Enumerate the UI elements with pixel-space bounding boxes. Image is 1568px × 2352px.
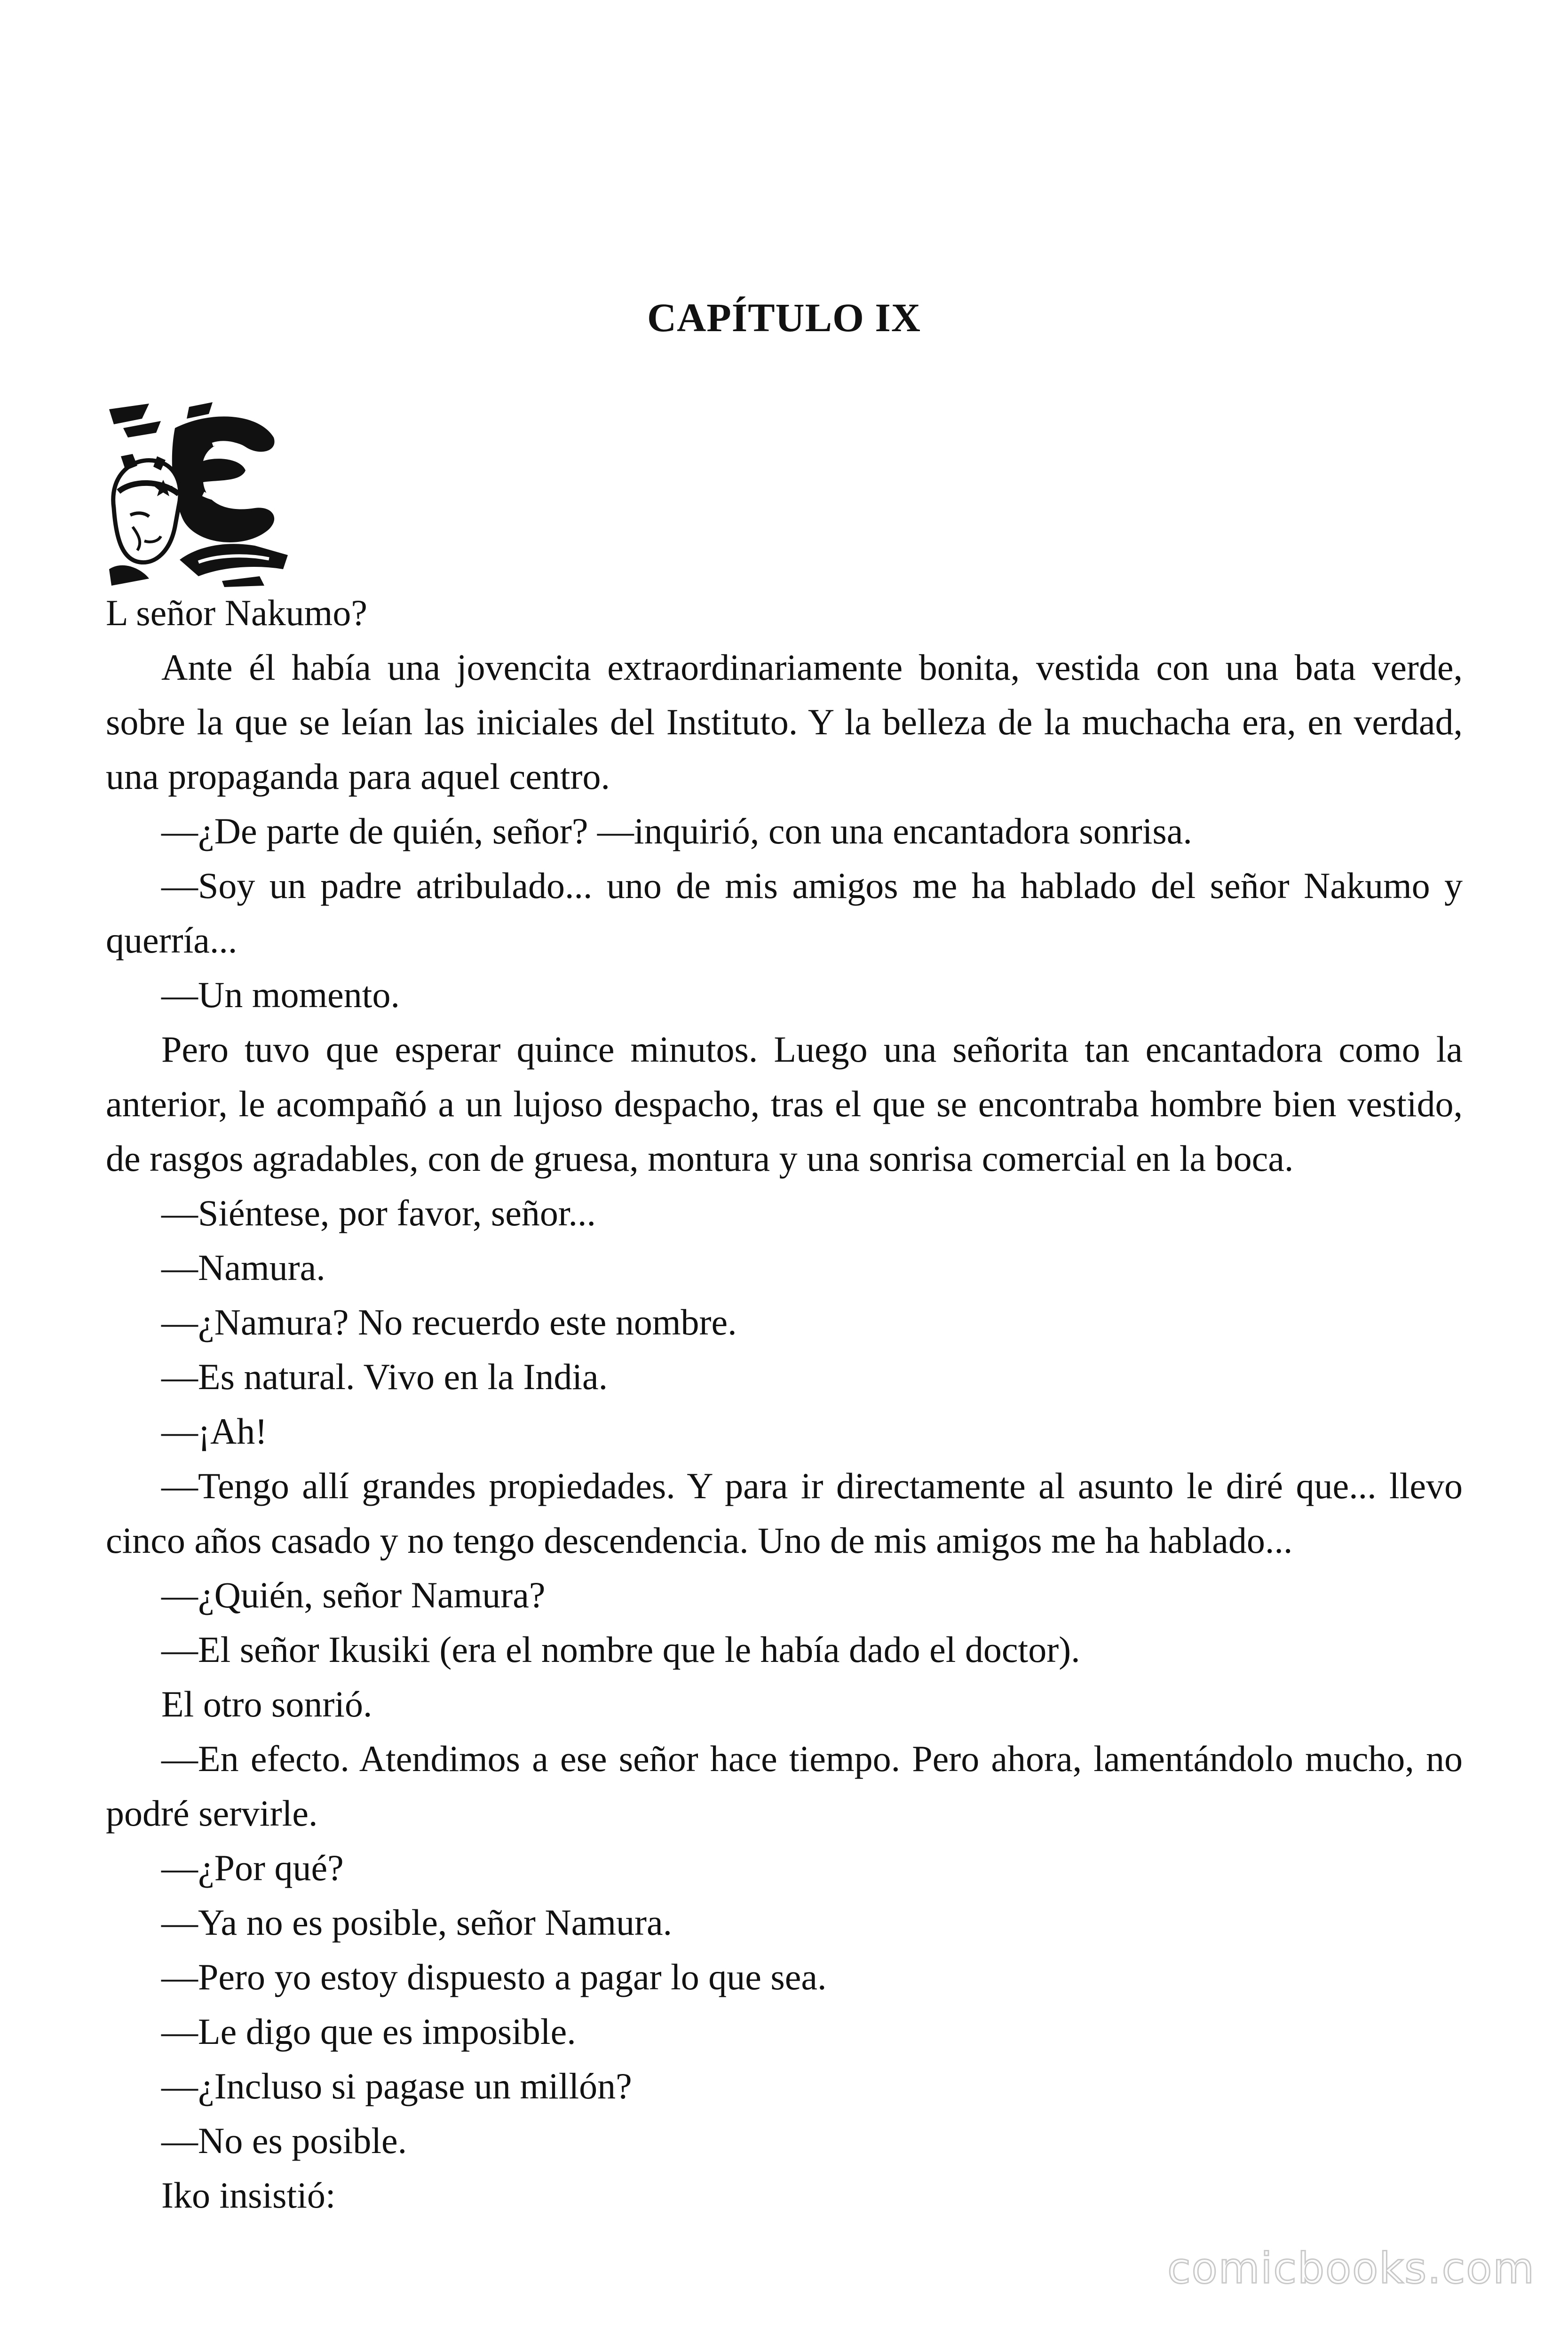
paragraph: —¿Quién, señor Namura?: [161, 1574, 546, 1615]
paragraph: —¿Namura? No recuerdo este nombre.: [161, 1302, 737, 1343]
paragraph: Iko insistió:: [161, 2175, 336, 2216]
paragraph: El otro sonrió.: [161, 1684, 372, 1724]
pilot-helmet-icon: [109, 454, 180, 586]
paragraph: —Le digo que es imposible.: [161, 2011, 576, 2052]
paragraph: —Un momento.: [161, 974, 400, 1015]
paragraph: —No es posible.: [161, 2120, 407, 2161]
paragraph: —Tengo allí grandes propiedades. Y para ir directamente al asunto le diré que... llevo cinco años casado y no tengo descendencia. Uno de mis amigos me ha hablado...: [106, 1465, 1463, 1561]
paragraph: —El señor Ikusiki (era el nombre que le había dado el doctor).: [161, 1629, 1080, 1670]
paragraph: —Pero yo estoy dispuesto a pagar lo que sea.: [161, 1956, 827, 1997]
paragraph: —Soy un padre atribulado... uno de mis amigos me ha hablado del señor Nakumo y querría...: [106, 865, 1463, 961]
dropcap-letter-e: [172, 416, 275, 542]
paragraph: —Ya no es posible, señor Namura.: [161, 1902, 673, 1943]
paragraph: —Es natural. Vivo en la India.: [161, 1356, 608, 1397]
paragraph: Ante él había una jovencita extraordinariamente bonita, vestida con una bata verde, sobre la que se leían las iniciales del Instituto. Y la belleza de la muchacha era, en verdad, una propaganda para aquel centro.: [106, 647, 1463, 797]
paragraph: —Namura.: [161, 1247, 325, 1288]
paragraph: —¡Ah!: [161, 1411, 268, 1452]
dropcap-illustration: [104, 400, 293, 588]
watermark: comicbooks.com: [1167, 2244, 1535, 2293]
paragraph: —¿De parte de quién, señor? —inquirió, con una encantadora sonrisa.: [161, 810, 1192, 851]
paragraph: —¿Por qué?: [161, 1847, 344, 1888]
paragraph: —¿Incluso si pagase un millón?: [161, 2066, 632, 2106]
paragraph: L señor Nakumo?: [106, 592, 367, 633]
paragraph: Pero tuvo que esperar quince minutos. Luego una señorita tan encantadora como la anterior, le acompañó a un lujoso despacho, tras el que se encontraba hombre bien vestido, de rasgos agradables, con de gruesa, montura y una sonrisa comercial en la boca.: [106, 1029, 1463, 1179]
paragraph: —Siéntese, por favor, señor...: [161, 1192, 596, 1233]
chapter-title: CAPÍTULO IX: [647, 295, 921, 340]
paragraph: —En efecto. Atendimos a ese señor hace tiempo. Pero ahora, lamentándolo mucho, no podré servirle.: [106, 1738, 1463, 1834]
body-text: [106, 586, 1463, 2223]
